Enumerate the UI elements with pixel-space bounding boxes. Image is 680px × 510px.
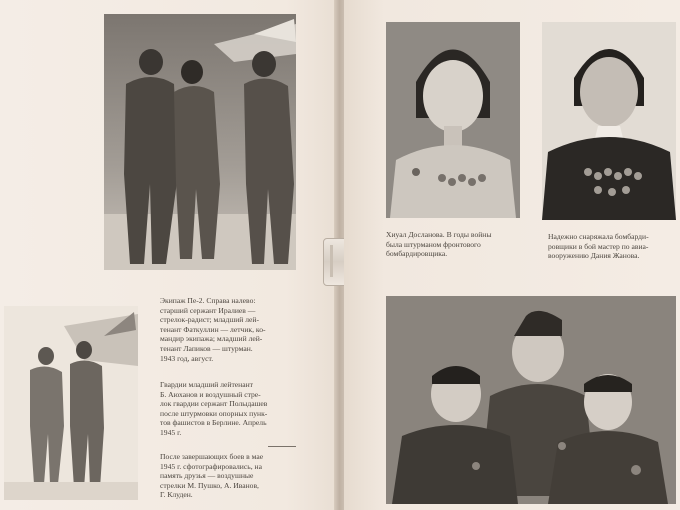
left-page xyxy=(0,0,336,510)
caption-navigators: Гвардии младший лейтенант Б. Аюханов и воздушный стре- лок гвардии сержант Полыдашев после штурмовки опорных пунк- тов фашистов в Берлине. Апрель 1945 г. xyxy=(160,380,268,437)
illustration-airmen xyxy=(4,306,138,500)
photo-three-soldiers xyxy=(386,296,676,504)
caption-pe2-crew: Экипаж Пе-2. Справа налево: старший сержант Иралиев — стрелок-радист; младший лей- тенант Фаткуллин — летчик, ко- мандир экипажа; младший лей- тенант Лапиков — штурман. 1943 год, август. xyxy=(160,296,266,363)
photo-portrait-daniya xyxy=(542,22,676,220)
photo-portrait-khiual xyxy=(386,22,520,218)
caption-daniya: Надежно снаряжала бомбарди- ровщики в бой мастер по авиа- вооружению Дания Жанова. xyxy=(548,232,649,261)
photo-aircrew xyxy=(104,14,296,270)
caption-khiual: Хиуал Досланова. В годы войны была штурманом фронтового бомбардировщика. xyxy=(386,230,492,259)
right-page xyxy=(344,0,680,510)
caption-last-battles: После завершающих боев в мае 1945 г. сфотографировались, на память друзья — воздушные стрелки М. Пушко, А. Иванов, Г. Клуден. xyxy=(160,452,264,500)
caption-divider xyxy=(268,446,296,447)
